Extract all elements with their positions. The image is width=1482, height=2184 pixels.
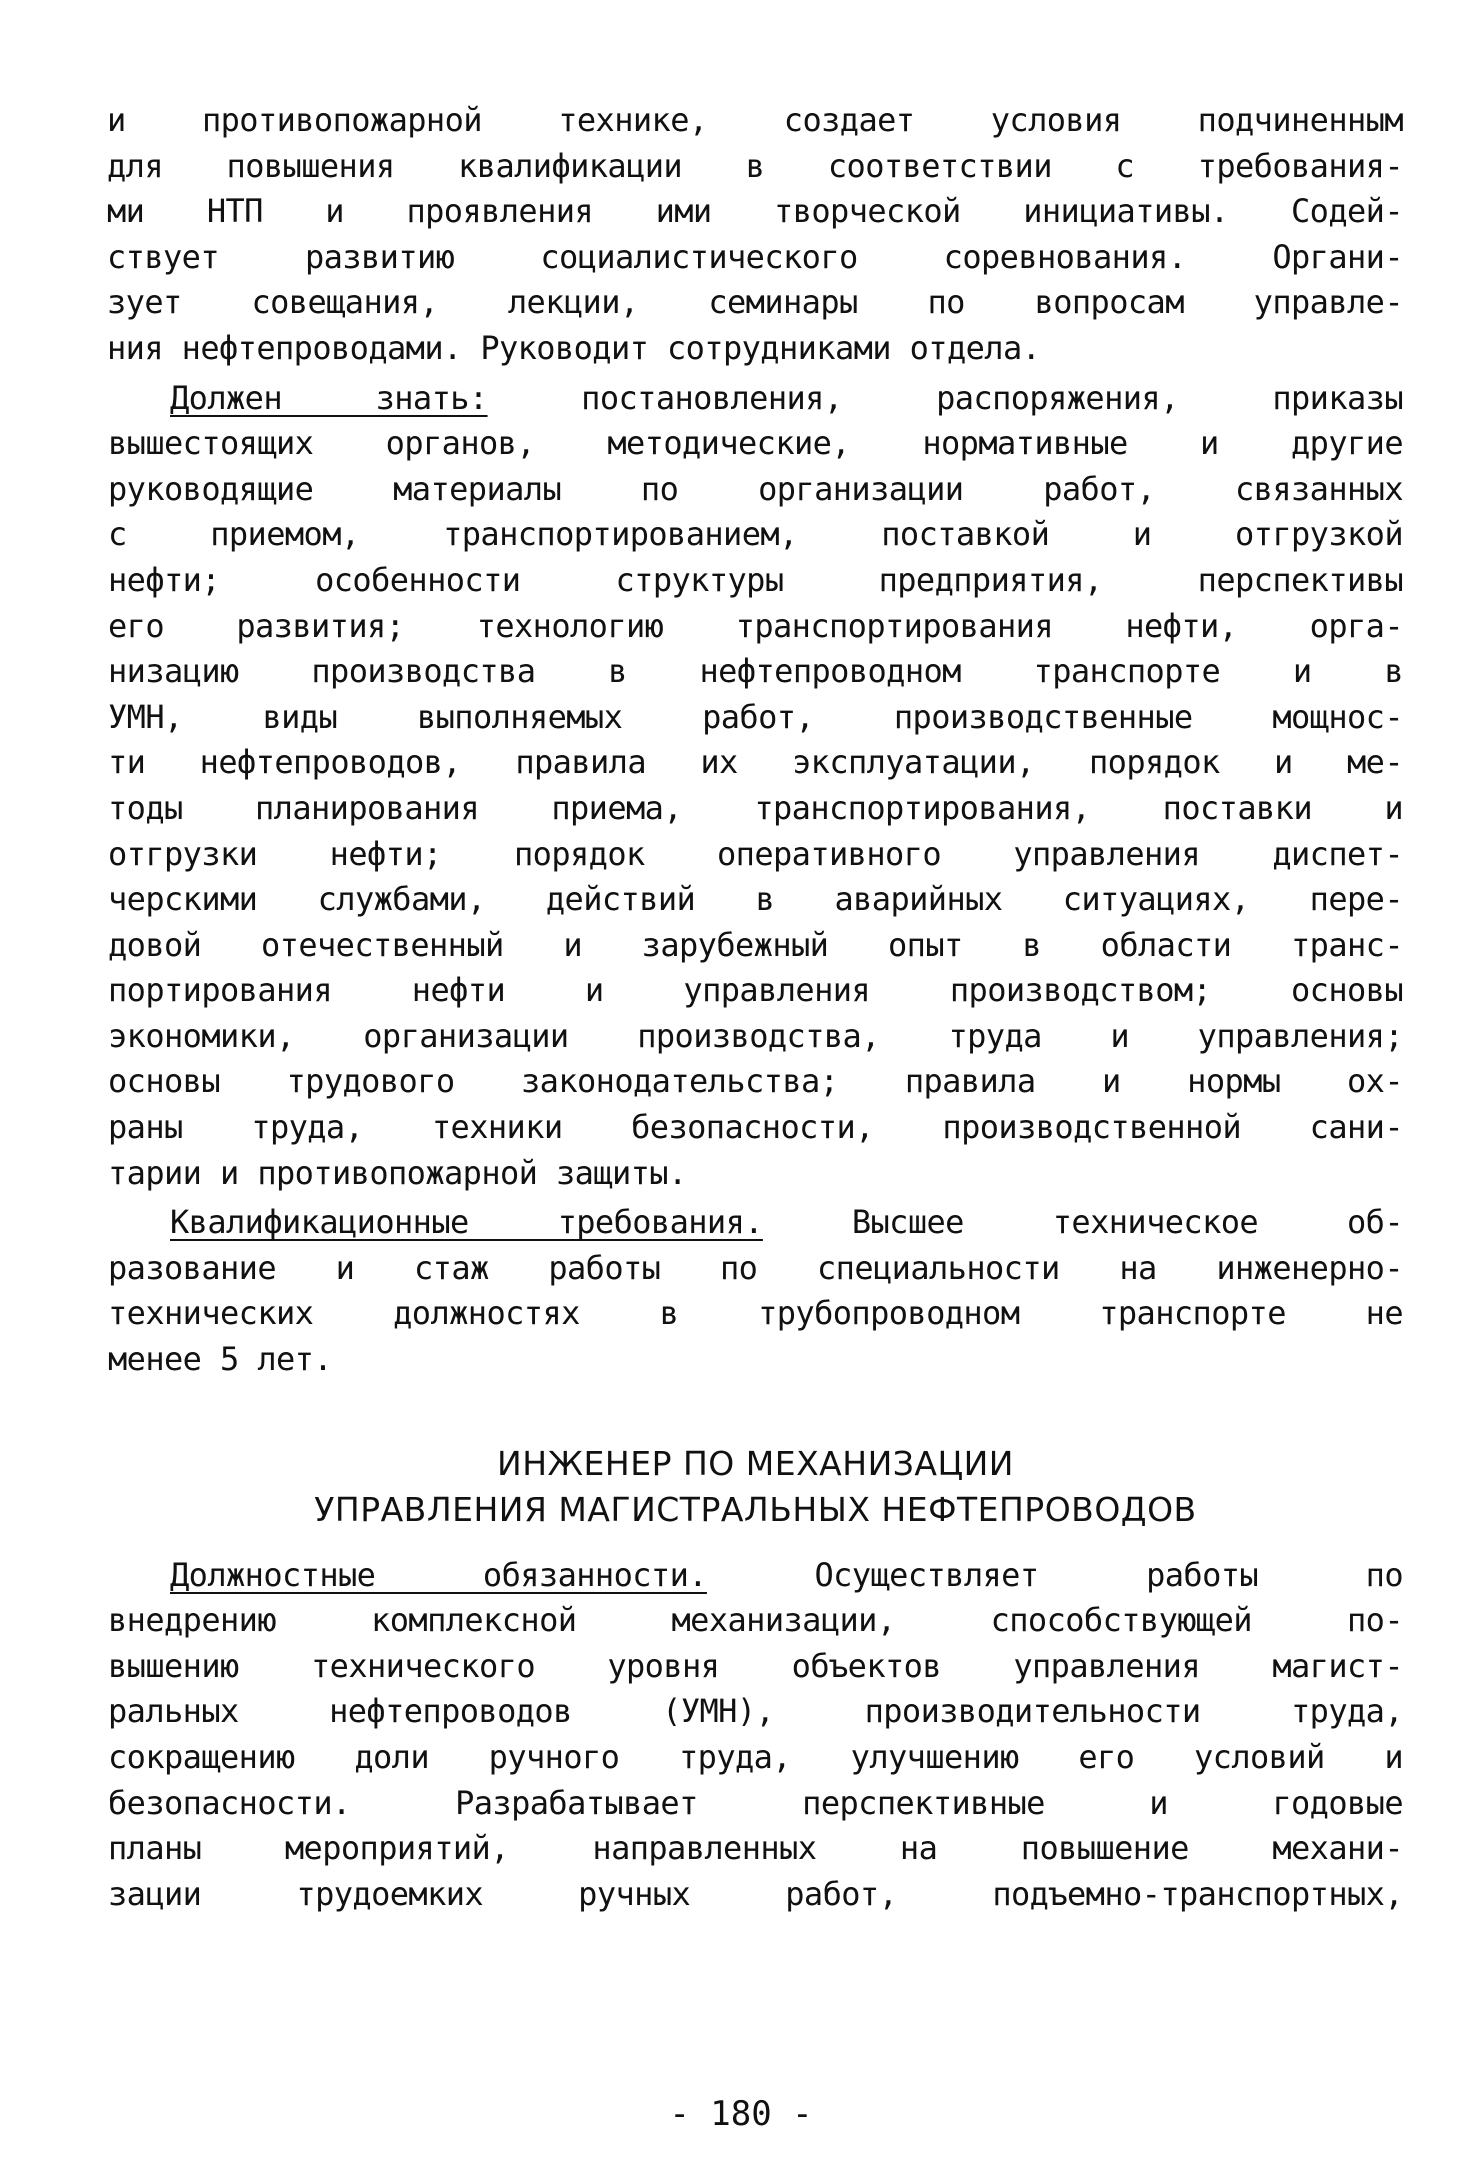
text-line: ствует развитию социалистического соревнования. Органи-	[107, 237, 1403, 276]
text-run: постановления, распоряжения, приказы	[487, 378, 1403, 417]
text-line: планы мероприятий, направленных на повышение механи-	[108, 1829, 1403, 1868]
text-line	[108, 1200, 1403, 1246]
text-line: и противопожарной технике, создает условия подчиненным	[107, 101, 1403, 139]
text-line: менее 5 лет.	[108, 1340, 332, 1379]
section-label: Должен знать:	[170, 378, 488, 417]
heading-line: ИНЖЕНЕР ПО МЕХАНИЗАЦИИ	[497, 1443, 1014, 1483]
text-line: вышестоящих органов, методические, нормативные и другие	[108, 424, 1403, 463]
text-line: низацию производства в нефтепроводном транспорте и в	[108, 652, 1403, 691]
text-line: безопасности. Разрабатывает перспективные и годовые	[108, 1783, 1403, 1822]
text-run: Высшее техническое об-	[762, 1203, 1404, 1242]
text-line: внедрению комплексной механизации, способствующей по-	[108, 1601, 1403, 1640]
page-body	[108, 98, 1403, 1917]
text-line: тарии и противопожарной защиты.	[108, 1153, 687, 1192]
paragraph-qualification	[108, 1200, 1403, 1382]
text-line: отгрузки нефти; порядок оперативного управления диспет-	[108, 834, 1403, 873]
section-label: Квалификационные требования.	[170, 1203, 763, 1242]
text-line: для повышения квалификации в соответствии с требования-	[107, 146, 1403, 185]
text-line: разование и стаж работы по специальности на инженерно-	[108, 1248, 1403, 1287]
text-line	[108, 376, 1403, 422]
text-line: его развития; технологию транспортирования нефти, орга-	[108, 606, 1403, 645]
text-line: портирования нефти и управления производством; основы	[108, 971, 1403, 1010]
text-line: зации трудоемких ручных работ, подъемно-транспортных,	[108, 1874, 1403, 1913]
heading-line: УПРАВЛЕНИЯ МАГИСТРАЛЬНЫХ НЕФТЕПРОВОДОВ	[314, 1489, 1197, 1529]
text-line: экономики, организации производства, труда и управления;	[108, 1016, 1403, 1055]
text-run: Осуществляет работы по	[706, 1555, 1403, 1594]
text-line: ральных нефтепроводов (УМН), производительности труда,	[108, 1692, 1403, 1731]
paragraph-must-know	[108, 376, 1403, 1197]
text-line: ти нефтепроводов, правила их эксплуатации, порядок и ме-	[108, 743, 1403, 782]
text-line: с приемом, транспортированием, поставкой и отгрузкой	[108, 515, 1403, 554]
text-line: УМН, виды выполняемых работ, производственные мощнос-	[108, 697, 1403, 736]
paragraph-duties	[108, 1553, 1403, 1918]
page-number: - 180 -	[669, 2094, 813, 2134]
text-line: раны труда, техники безопасности, производственной сани-	[108, 1108, 1403, 1147]
text-line: тоды планирования приема, транспортирования, поставки и	[108, 788, 1403, 827]
paragraph-continuation	[107, 98, 1403, 372]
text-line: нефти; особенности структуры предприятия, перспективы	[108, 560, 1403, 599]
text-line: основы трудового законодательства; правила и нормы ох-	[108, 1062, 1403, 1101]
text-line: технических должностях в трубопроводном транспорте не	[108, 1294, 1403, 1333]
text-line: ния нефтепроводами. Руководит сотрудниками отдела.	[107, 328, 1041, 367]
text-line: черскими службами, действий в аварийных ситуациях, пере-	[108, 880, 1403, 919]
section-label: Должностные обязанности.	[170, 1555, 707, 1594]
text-line: зует совещания, лекции, семинары по вопросам управле-	[107, 283, 1403, 322]
text-line: довой отечественный и зарубежный опыт в области транс-	[108, 925, 1403, 964]
text-line: сокращению доли ручного труда, улучшению его условий и	[108, 1738, 1403, 1776]
text-line: руководящие материалы по организации работ, связанных	[108, 469, 1403, 508]
text-line: ми НТП и проявления ими творческой инициативы. Содей-	[107, 192, 1403, 231]
section-heading	[108, 1441, 1403, 1533]
text-line	[108, 1553, 1403, 1599]
text-line: вышению технического уровня объектов управления магист-	[108, 1646, 1403, 1685]
